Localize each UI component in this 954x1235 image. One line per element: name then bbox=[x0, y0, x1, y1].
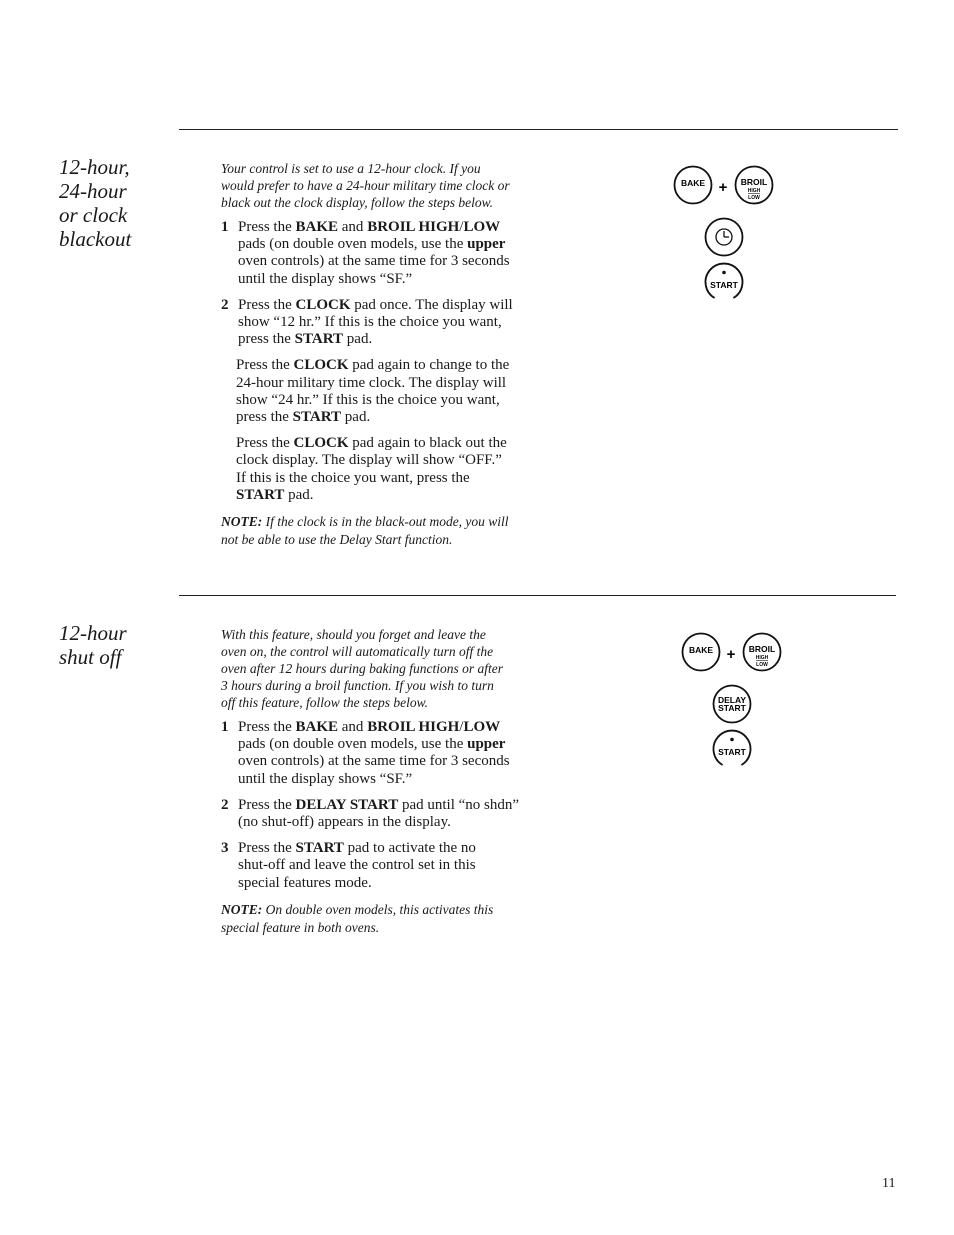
svg-text:START: START bbox=[718, 747, 746, 757]
clock-pad-icon bbox=[706, 219, 743, 256]
section-divider-top bbox=[179, 129, 898, 130]
step-number: 2 bbox=[221, 296, 229, 313]
delay-start-pad-icon bbox=[714, 686, 751, 723]
start-pad-icon bbox=[706, 264, 743, 298]
broil-pad-icon bbox=[736, 167, 773, 204]
note-clock: NOTE: If the clock is in the black-out mode, you will not be able to use the Delay Start function. bbox=[221, 514, 509, 548]
paragraph-blackout: Press the CLOCK pad again to black out the clock display. The display will show “OFF.” If this is the choice you want, press the START pad. bbox=[236, 435, 507, 503]
step-3: 3 Press the START pad to activate the no shut-off and leave the control set in this special features mode. bbox=[221, 840, 476, 891]
step-2: 2 Press the CLOCK pad once. The display will show “12 hr.” If this is the choice you want, press the START pad. bbox=[221, 296, 513, 348]
section-heading-shutoff: 12-hour shut off bbox=[59, 621, 127, 669]
section-divider-middle bbox=[179, 595, 896, 596]
section-body-shutoff bbox=[221, 626, 561, 937]
plus-icon: + bbox=[718, 179, 728, 196]
step-number: 1 bbox=[221, 719, 229, 735]
bake-pad-icon bbox=[683, 634, 720, 671]
section-body-clock bbox=[221, 160, 561, 549]
step-number: 2 bbox=[221, 796, 229, 813]
step-number: 1 bbox=[221, 219, 229, 235]
svg-text:BAKE: BAKE bbox=[680, 178, 706, 188]
page-number: 11 bbox=[882, 1176, 896, 1191]
svg-text:HIGH: HIGH bbox=[755, 655, 769, 661]
svg-text:START: START bbox=[718, 703, 746, 713]
svg-text:BAKE: BAKE bbox=[688, 645, 714, 655]
svg-text:LOW: LOW bbox=[756, 662, 768, 668]
intro-text: With this feature, should you forget and leave the oven on, the control will automatically turn off the oven after 12 hours during baking functions or after 3 hours during a broil function. If you wish to turn off this feature, follow the steps below. bbox=[221, 627, 503, 710]
svg-text:START: START bbox=[710, 280, 738, 290]
start-pad-icon bbox=[714, 731, 751, 765]
step-1: 1 Press the BAKE and BROIL HIGH/LOW pads (on double oven models, use the upper oven controls) at the same time for 3 seconds until the display shows “SF.” bbox=[221, 719, 510, 787]
plus-icon: + bbox=[726, 646, 736, 663]
svg-text:LOW: LOW bbox=[748, 195, 760, 201]
svg-text:HIGH: HIGH bbox=[747, 188, 761, 194]
svg-text:BROIL: BROIL bbox=[748, 644, 776, 654]
step-number: 3 bbox=[221, 840, 229, 857]
pad-illustration-clock bbox=[668, 162, 788, 310]
pad-illustration-shutoff bbox=[676, 629, 796, 774]
svg-text:BROIL: BROIL bbox=[740, 177, 768, 187]
step-2: 2 Press the DELAY START pad until “no shdn” (no shut-off) appears in the display. bbox=[221, 796, 520, 831]
note-shutoff: NOTE: On double oven models, this activates this special feature in both ovens. bbox=[221, 901, 494, 935]
section-heading-clock: 12-hour, 24-hour or clock blackout bbox=[59, 155, 132, 251]
bake-pad-icon bbox=[675, 167, 712, 204]
paragraph-24-hour: Press the CLOCK pad again to change to the 24-hour military time clock. The display will show “24 hr.” If this is the choice you want, press the START pad. bbox=[236, 357, 510, 426]
broil-pad-icon bbox=[744, 634, 781, 671]
intro-text: Your control is set to use a 12-hour clock. If you would prefer to have a 24-hour military time clock or black out the clock display, follow the steps below. bbox=[221, 161, 510, 210]
svg-text:DELAY: DELAY bbox=[717, 695, 747, 705]
step-1: 1 Press the BAKE and BROIL HIGH/LOW pads (on double oven models, use the upper oven controls) at the same time for 3 seconds until the display shows “SF.” bbox=[221, 219, 510, 287]
